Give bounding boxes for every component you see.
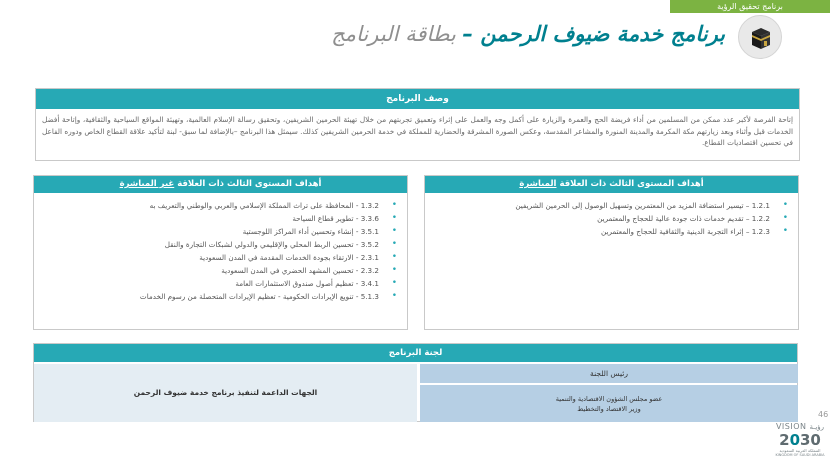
- indirect-goals-heading-underlined: غير المباشرة: [119, 179, 175, 189]
- support-entities-cell: الجهات الداعمة لتنفيذ برنامج خدمة ضيوف الرحمن: [34, 364, 417, 422]
- kaaba-icon: [745, 22, 777, 54]
- bullet-icon: •: [391, 239, 397, 249]
- goal-text: 3.5.2 - تحسين الربط المحلي والإقليمي والدولي لشبكات التجارة والنقل: [164, 240, 379, 249]
- indirect-goals-section: [33, 175, 408, 330]
- bullet-icon: •: [782, 226, 788, 236]
- bullet-icon: •: [391, 200, 397, 210]
- vision-tag-en: KINGDOM OF SAUDI ARABIA: [775, 453, 825, 457]
- title-main: برنامج خدمة ضيوف الرحمن –: [462, 22, 725, 46]
- goal-text: 3.4.1 - تعظيم أصول صندوق الاستثمارات العامة: [235, 279, 379, 288]
- list-item: [42, 251, 399, 264]
- direct-goals-heading-prefix: أهداف المستوى الثالث ذات العلاقة: [559, 179, 704, 189]
- direct-goals-heading: [425, 176, 798, 193]
- goal-text: 1.2.2 – تقديم خدمات ذات جودة عالية للحجاج والمعتمرين: [597, 214, 770, 223]
- bullet-icon: •: [391, 265, 397, 275]
- bullet-icon: •: [391, 291, 397, 301]
- list-item: [433, 199, 790, 212]
- bullet-icon: •: [391, 213, 397, 223]
- chair-member-line2: وزير الاقتصاد والتخطيط: [577, 405, 641, 413]
- list-item: [42, 264, 399, 277]
- goal-text: 1.2.1 – تيسير استضافة المزيد من المعتمرين وتسهيل الوصول إلى الحرمين الشريفين: [515, 201, 770, 210]
- vision-year-a: 2: [779, 431, 790, 449]
- goal-text: 1.3.2 - المحافظة على تراث المملكة الإسلامي والعربي والوطني والتعريف به: [149, 201, 379, 210]
- description-heading: وصف البرنامج: [36, 89, 799, 109]
- direct-goals-list: [425, 193, 798, 238]
- list-item: [42, 290, 399, 303]
- description-section: [35, 88, 800, 161]
- committee-chair-label: رئيس اللجنة: [420, 364, 798, 383]
- committee-chair-cell: [420, 385, 798, 422]
- vision-tag-ar: المملكة العربية السعودية: [779, 448, 821, 453]
- vision-ar: رؤيـة: [809, 423, 825, 431]
- list-item: [42, 277, 399, 290]
- page-title: [300, 22, 725, 46]
- indirect-goals-heading-prefix: أهداف المستوى الثالث ذات العلاقة: [177, 179, 322, 189]
- direct-goals-heading-underlined: المباشرة: [519, 179, 557, 189]
- indirect-goals-heading: [34, 176, 407, 193]
- bullet-icon: •: [782, 200, 788, 210]
- bullet-icon: •: [391, 278, 397, 288]
- list-item: [42, 225, 399, 238]
- direct-goals-section: [424, 175, 799, 330]
- goal-text: 3.3.6 - تطوير قطاع السياحة: [292, 214, 379, 223]
- list-item: [42, 238, 399, 251]
- vision-year: [773, 432, 827, 448]
- program-badge: برنامج تحقيق الرؤية: [670, 0, 830, 13]
- vision-en: VISION: [775, 422, 807, 431]
- goal-text: 2.3.1 - الارتقاء بجودة الخدمات المقدمة في المدن السعودية: [199, 253, 379, 262]
- list-item: [433, 225, 790, 238]
- vision-year-c: 30: [800, 431, 821, 449]
- committee-section: [33, 343, 798, 422]
- vision-2030-logo: [773, 422, 827, 464]
- committee-heading: لجنة البرنامج: [34, 344, 797, 362]
- list-item: [433, 212, 790, 225]
- bullet-icon: •: [391, 252, 397, 262]
- indirect-goals-list: [34, 193, 407, 303]
- program-logo: [738, 15, 782, 59]
- page-number: 46: [818, 410, 829, 419]
- vision-year-b: 0: [789, 431, 800, 449]
- list-item: [42, 199, 399, 212]
- title-sub: بطاقة البرنامج: [331, 22, 456, 46]
- chair-member-line1: عضو مجلس الشؤون الاقتصادية والتنمية: [555, 395, 663, 403]
- goal-text: 5.1.3 - تنويع الإيرادات الحكومية - تعظيم الإيرادات المتحصلة من رسوم الخدمات: [139, 292, 379, 301]
- bullet-icon: •: [391, 226, 397, 236]
- goal-text: 1.2.3 – إثراء التجربة الدينية والثقافية للحجاج والمعتمرين: [600, 227, 770, 236]
- goal-text: 2.3.2 - تحسين المشهد الحضري في المدن السعودية: [221, 266, 379, 275]
- list-item: [42, 212, 399, 225]
- goal-text: 3.5.1 - إنشاء وتحسين أداء المراكز اللوجستية: [242, 227, 379, 236]
- bullet-icon: •: [782, 213, 788, 223]
- description-text: إتاحة الفرصة لأكبر عدد ممكن من المسلمين من أداء فريضة الحج والعمرة والزيارة على أكمل وجه والعمل على إثراء وتعميق تجربتهم من خلال تهيئة الحرمين الشريفين، وتحقيق رسالة الإسلام العالمية، وتهيئة المواقع السياحية والثقافية، وإتاحة أفضل الخدمات قبل وأثناء وبعد زيارتهم مكة المكرمة والمدينة المنورة والمشاعر المقدسة، وعكس الصورة المشرقة والحضارية للمملكة في خدمة الحرمين الشريفين كذلك. سيمثل هذا البرنامج –بالإضافة لما سبق- لبنة لتأكيد علاقة القطاع الخاص ودوره الفاعل في تحسين اقتصاديات القطاع.: [42, 115, 793, 147]
